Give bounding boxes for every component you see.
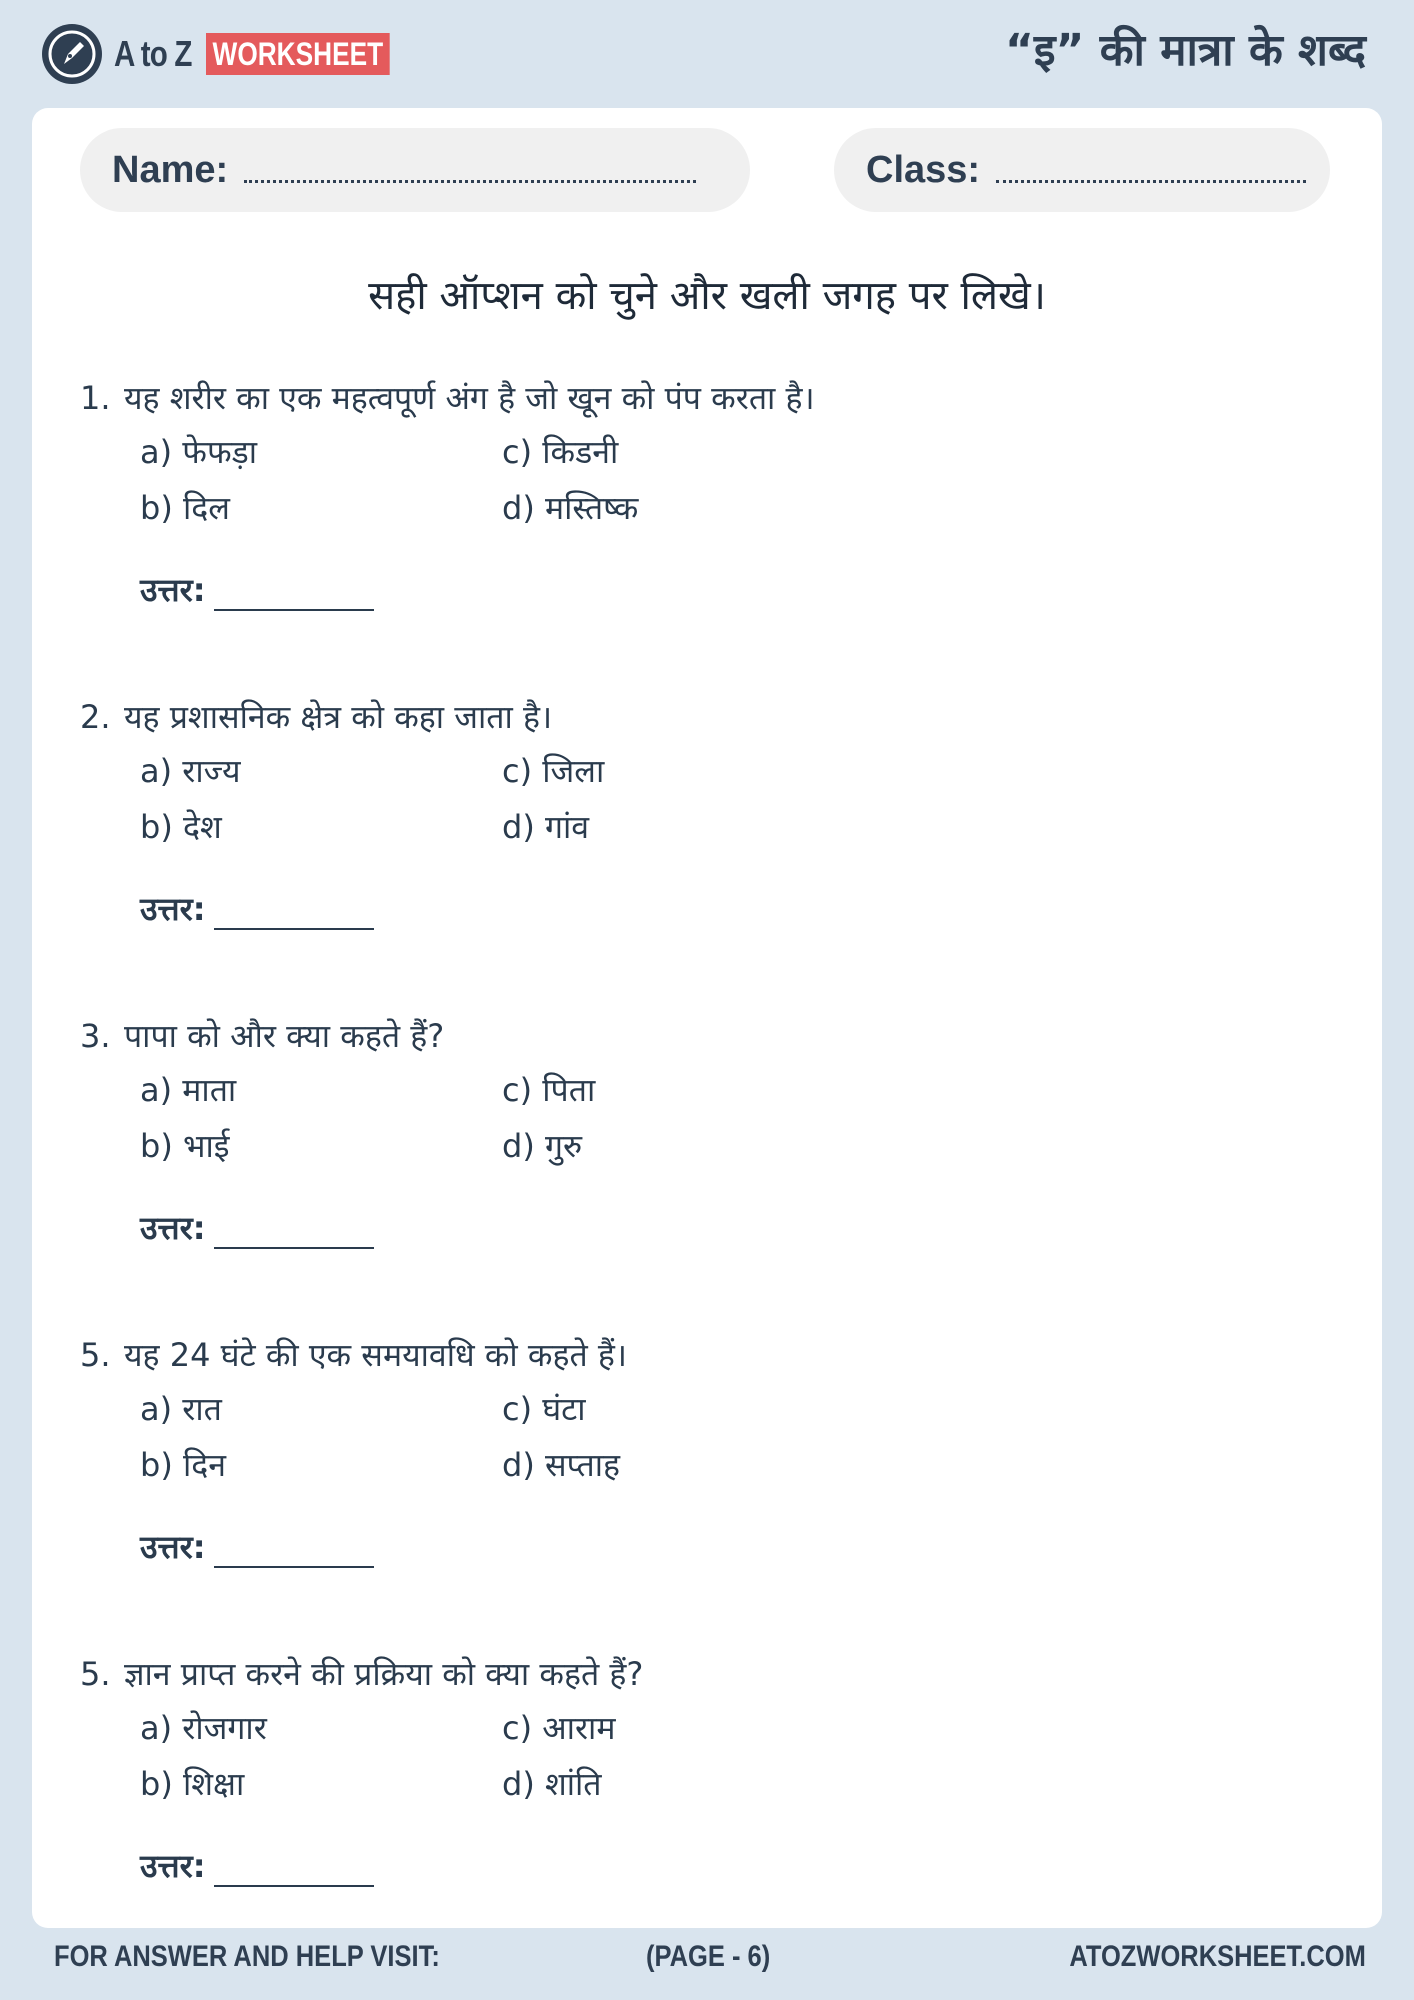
option-d[interactable]: d) मस्तिष्क	[502, 489, 639, 527]
answer-line[interactable]	[214, 609, 374, 611]
class-label: Class:	[866, 148, 981, 191]
option-c[interactable]: c) जिला	[502, 752, 605, 790]
option-d[interactable]: d) सप्ताह	[502, 1446, 620, 1484]
question-number: 3.	[80, 1017, 111, 1055]
question-text	[80, 1650, 1340, 1698]
option-c[interactable]: c) आराम	[502, 1709, 616, 1747]
answer-field[interactable]	[140, 566, 374, 614]
question-block	[80, 1012, 1340, 1247]
question-label: पापा को और क्या कहते हैं?	[124, 1017, 445, 1055]
answer-label: उत्तर:	[140, 1528, 206, 1566]
option-b[interactable]: b) देश	[140, 808, 222, 846]
question-number: 5.	[80, 1655, 111, 1693]
pen-nib-icon	[42, 24, 102, 84]
answer-label: उत्तर:	[140, 571, 206, 609]
instruction: सही ऑप्शन को चुने और खली जगह पर लिखे।	[368, 273, 1046, 319]
option-a[interactable]: a) रोजगार	[140, 1709, 267, 1747]
answer-line[interactable]	[214, 1566, 374, 1568]
question-block	[80, 374, 1340, 609]
option-d[interactable]: d) गांव	[502, 808, 590, 846]
answer-label: उत्तर:	[140, 1847, 206, 1885]
answer-field[interactable]	[140, 1842, 374, 1890]
answer-field[interactable]	[140, 1523, 374, 1571]
option-a[interactable]: a) माता	[140, 1071, 237, 1109]
answer-line[interactable]	[214, 928, 374, 930]
page-number: (PAGE - 6)	[646, 1940, 771, 1973]
question-text	[80, 1331, 1340, 1379]
answer-line[interactable]	[214, 1885, 374, 1887]
option-a[interactable]: a) राज्य	[140, 752, 241, 790]
option-d[interactable]: d) शांति	[502, 1765, 602, 1803]
option-a[interactable]: a) फेफड़ा	[140, 433, 258, 471]
question-block	[80, 693, 1340, 928]
answer-label: उत्तर:	[140, 890, 206, 928]
question-block	[80, 1331, 1340, 1566]
option-d[interactable]: d) गुरु	[502, 1127, 583, 1165]
name-dotted-line	[244, 180, 696, 183]
question-label: ज्ञान प्राप्त करने की प्रक्रिया को क्या कहते हैं?	[124, 1655, 644, 1693]
option-b[interactable]: b) दिन	[140, 1446, 227, 1484]
answer-field[interactable]	[140, 885, 374, 933]
option-b[interactable]: b) भाई	[140, 1127, 230, 1165]
question-text	[80, 374, 1340, 422]
question-label: यह 24 घंटे की एक समयावधि को कहते हैं।	[124, 1336, 627, 1374]
logo-text: A to Z	[114, 33, 192, 74]
question-text	[80, 693, 1340, 741]
worksheet-card	[32, 108, 1382, 1928]
option-c[interactable]: c) घंटा	[502, 1390, 586, 1428]
page-header	[0, 0, 1414, 108]
question-number: 5.	[80, 1336, 111, 1374]
option-b[interactable]: b) दिल	[140, 489, 230, 527]
question-number: 2.	[80, 698, 111, 736]
name-field[interactable]	[80, 128, 750, 212]
option-b[interactable]: b) शिक्षा	[140, 1765, 245, 1803]
question-text	[80, 1012, 1340, 1060]
question-label: यह प्रशासनिक क्षेत्र को कहा जाता है।	[124, 698, 553, 736]
page-title: “इ” की मात्रा के शब्द	[1004, 25, 1366, 76]
class-dotted-line	[996, 180, 1306, 183]
class-field[interactable]	[834, 128, 1330, 212]
option-a[interactable]: a) रात	[140, 1390, 222, 1428]
option-c[interactable]: c) किडनी	[502, 433, 619, 471]
logo	[42, 24, 430, 84]
question-block	[80, 1650, 1340, 1885]
logo-badge: WORKSHEET	[206, 33, 390, 75]
page-footer	[0, 1936, 1414, 1986]
question-label: यह शरीर का एक महत्वपूर्ण अंग है जो खून को पंप करता है।	[124, 379, 815, 417]
footer-help-text: FOR ANSWER AND HELP VISIT:	[54, 1940, 440, 1973]
answer-field[interactable]	[140, 1204, 374, 1252]
name-label: Name:	[112, 148, 229, 191]
website-link[interactable]: ATOZWORKSHEET.COM	[1069, 1940, 1366, 1973]
answer-line[interactable]	[214, 1247, 374, 1249]
option-c[interactable]: c) पिता	[502, 1071, 596, 1109]
answer-label: उत्तर:	[140, 1209, 206, 1247]
question-number: 1.	[80, 379, 111, 417]
